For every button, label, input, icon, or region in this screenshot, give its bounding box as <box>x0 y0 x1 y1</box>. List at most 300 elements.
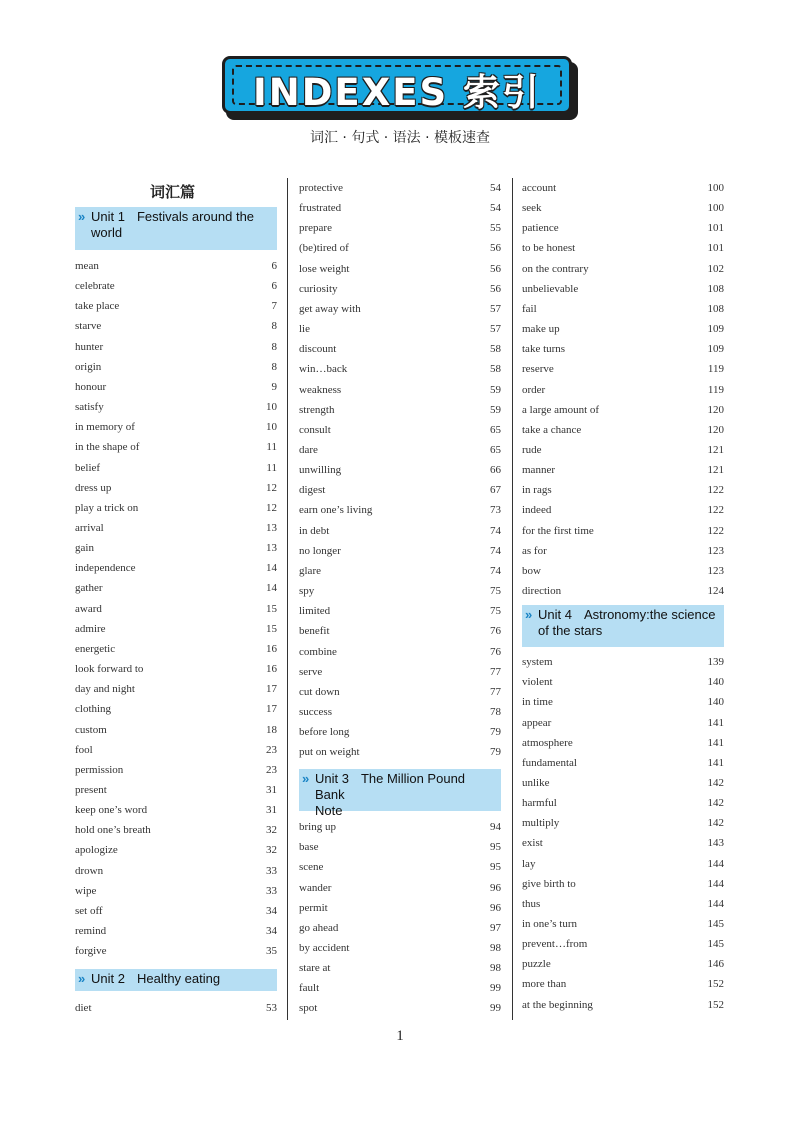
entry-page: 32 <box>266 824 277 837</box>
entry-page: 144 <box>707 897 724 910</box>
entry-page: 121 <box>707 464 724 477</box>
entry-page: 152 <box>707 998 724 1011</box>
entry-page: 16 <box>266 642 277 655</box>
index-entry <box>75 820 277 840</box>
index-entry <box>75 699 277 719</box>
entry-term: account <box>522 182 557 194</box>
index-entry <box>522 914 724 934</box>
entry-term: unbelievable <box>522 282 579 295</box>
entry-page: 144 <box>707 877 724 890</box>
entry-page: 15 <box>266 602 277 615</box>
entry-page: 54 <box>490 182 501 194</box>
entry-term: patience <box>522 222 559 235</box>
entry-page: 56 <box>490 282 501 295</box>
entry-page: 6 <box>271 260 277 272</box>
entry-page: 13 <box>266 542 277 555</box>
entry-page: 75 <box>490 585 501 597</box>
entry-term: stare at <box>299 962 331 974</box>
entry-page: 79 <box>490 726 501 738</box>
index-entry <box>75 840 277 860</box>
entry-term: weakness <box>299 383 342 396</box>
entry-page: 18 <box>266 723 277 736</box>
unit-title-line2: Note <box>315 803 343 818</box>
entry-term: a large amount of <box>522 403 600 416</box>
entry-page: 14 <box>266 582 277 595</box>
entry-page: 152 <box>707 978 724 991</box>
entry-page: 77 <box>490 665 501 678</box>
entry-term: present <box>75 783 107 796</box>
index-entry <box>75 357 277 377</box>
index-entry <box>522 440 724 460</box>
index-entry <box>75 760 277 780</box>
index-entry <box>522 480 724 500</box>
entry-term: look forward to <box>75 663 144 675</box>
index-entry <box>522 954 724 974</box>
index-entry <box>522 299 724 319</box>
entry-term: glare <box>299 564 321 577</box>
index-entry <box>522 733 724 753</box>
entry-page: 11 <box>266 461 277 474</box>
entry-term: seek <box>522 202 542 215</box>
entry-term: frustrated <box>299 202 342 215</box>
index-entry <box>75 256 277 276</box>
entry-page: 96 <box>490 881 501 894</box>
index-entry <box>522 400 724 420</box>
entry-page: 78 <box>490 705 501 718</box>
index-entry <box>75 720 277 740</box>
entry-term: in rags <box>522 484 552 497</box>
index-entry <box>75 639 277 659</box>
index-entry <box>522 793 724 813</box>
entry-page: 95 <box>490 861 501 874</box>
index-entry <box>522 894 724 914</box>
entry-page: 120 <box>707 403 724 416</box>
entry-term: keep one’s word <box>75 804 148 816</box>
entry-term: appear <box>522 716 552 729</box>
entry-term: exist <box>522 837 543 850</box>
entry-page: 98 <box>490 962 501 974</box>
entry-term: take turns <box>522 343 566 356</box>
entry-term: starve <box>75 320 102 333</box>
entry-term: system <box>522 656 553 668</box>
index-entry <box>299 898 501 918</box>
entry-term: puzzle <box>522 958 551 971</box>
index-entry <box>75 599 277 619</box>
entry-page: 6 <box>271 280 277 293</box>
entry-page: 34 <box>266 904 277 917</box>
index-entry <box>522 541 724 561</box>
entry-term: in time <box>522 696 553 709</box>
entry-term: get away with <box>299 302 361 315</box>
entry-term: hunter <box>75 340 104 353</box>
index-entry <box>299 380 501 400</box>
entry-page: 95 <box>490 841 501 854</box>
index-entry <box>75 578 277 598</box>
entry-term: give birth to <box>522 877 576 890</box>
entry-term: curiosity <box>299 282 338 295</box>
entry-page: 17 <box>266 683 277 696</box>
entry-term: no longer <box>299 544 341 557</box>
unit-title-line1: Festivals around the <box>136 209 255 224</box>
index-entry <box>299 817 501 837</box>
index-entry <box>522 833 724 853</box>
index-entry <box>299 938 501 958</box>
entry-term: dress up <box>75 481 112 494</box>
index-entry <box>299 837 501 857</box>
entry-term: in the shape of <box>75 441 140 454</box>
index-entry <box>299 642 501 662</box>
entry-term: in memory of <box>75 421 135 434</box>
entry-page: 57 <box>490 323 501 335</box>
banner-title: INDEXES 索引 <box>252 71 542 114</box>
entry-term: lay <box>522 857 536 870</box>
unit-title-line1: The Million Pound Bank <box>315 771 466 802</box>
entry-term: honour <box>75 380 107 393</box>
entry-term: award <box>75 602 102 615</box>
index-entry <box>75 780 277 800</box>
index-entry <box>522 218 724 238</box>
index-entry <box>75 478 277 498</box>
index-entry <box>299 702 501 722</box>
index-entry <box>522 259 724 279</box>
entry-page: 59 <box>490 383 501 396</box>
entry-page: 66 <box>490 464 501 477</box>
entry-term: protective <box>299 182 343 194</box>
entry-page: 123 <box>707 544 724 557</box>
entry-page: 74 <box>490 544 501 557</box>
column-divider-2 <box>512 178 513 1020</box>
entry-term: energetic <box>75 642 116 655</box>
index-entry <box>299 319 501 339</box>
entry-term: make up <box>522 323 560 335</box>
entry-page: 141 <box>707 736 724 749</box>
entry-page: 77 <box>490 685 501 698</box>
unit-header-1 <box>75 207 277 250</box>
entry-term: mean <box>75 260 99 272</box>
index-entry <box>75 619 277 639</box>
entry-page: 74 <box>490 564 501 577</box>
index-entry <box>522 692 724 712</box>
entry-page: 141 <box>707 716 724 729</box>
index-entry <box>299 541 501 561</box>
entry-page: 96 <box>490 901 501 914</box>
entry-term: success <box>299 705 332 718</box>
index-entry <box>522 974 724 994</box>
entry-term: limited <box>299 605 331 618</box>
entry-term: (be)tired of <box>299 242 349 255</box>
index-entry <box>75 498 277 518</box>
entry-term: prevent…from <box>522 938 588 951</box>
index-entry <box>299 178 501 198</box>
banner-box <box>222 56 572 114</box>
index-entry <box>299 958 501 978</box>
entry-term: play a trick on <box>75 501 139 514</box>
entry-page: 140 <box>707 676 724 689</box>
index-entry <box>299 742 501 762</box>
entry-term: dare <box>299 443 318 456</box>
index-entry <box>299 420 501 440</box>
index-entry <box>522 581 724 601</box>
index-entry <box>299 480 501 500</box>
entry-page: 11 <box>266 441 277 454</box>
entry-page: 17 <box>266 703 277 716</box>
index-entry <box>522 995 724 1015</box>
entry-page: 23 <box>266 743 277 756</box>
entry-page: 124 <box>707 585 724 597</box>
entry-page: 55 <box>490 222 501 235</box>
index-entry <box>299 218 501 238</box>
entry-page: 67 <box>490 484 501 497</box>
entry-page: 23 <box>266 763 277 776</box>
entry-page: 65 <box>490 423 501 436</box>
entry-page: 122 <box>707 484 724 497</box>
unit-header-2 <box>75 969 277 991</box>
entry-term: drown <box>75 864 104 877</box>
entry-page: 57 <box>490 302 501 315</box>
entry-term: set off <box>75 904 103 917</box>
entry-page: 98 <box>490 941 501 954</box>
index-entry <box>522 420 724 440</box>
entry-term: consult <box>299 423 331 436</box>
entry-page: 120 <box>707 423 724 436</box>
index-entry <box>75 800 277 820</box>
unit-number: Unit 1 <box>91 209 125 224</box>
entry-term: on the contrary <box>522 262 589 275</box>
entry-page: 101 <box>707 222 724 235</box>
index-entry <box>75 941 277 961</box>
index-entry <box>75 740 277 760</box>
index-entry <box>299 722 501 742</box>
entry-term: bring up <box>299 821 336 833</box>
entry-page: 31 <box>266 804 277 816</box>
index-entry <box>75 998 277 1018</box>
entry-term: prepare <box>299 222 332 235</box>
index-entry <box>299 460 501 480</box>
index-entry <box>522 672 724 692</box>
entry-term: arrival <box>75 522 104 534</box>
unit-number: Unit 4 <box>538 607 572 622</box>
index-entry <box>299 440 501 460</box>
entry-term: belief <box>75 461 101 474</box>
entry-page: 145 <box>707 918 724 930</box>
entry-page: 58 <box>490 343 501 356</box>
entry-term: more than <box>522 978 567 991</box>
entry-page: 142 <box>707 776 724 789</box>
entry-page: 122 <box>707 524 724 537</box>
entry-page: 8 <box>271 320 277 333</box>
entry-term: before long <box>299 726 350 738</box>
entry-term: cut down <box>299 685 340 698</box>
index-entry <box>299 359 501 379</box>
index-entry <box>522 561 724 581</box>
entry-page: 100 <box>707 182 724 194</box>
entry-page: 108 <box>707 282 724 295</box>
index-entry <box>522 380 724 400</box>
entry-term: violent <box>522 676 553 689</box>
index-entry <box>299 561 501 581</box>
entry-page: 32 <box>266 844 277 857</box>
entry-term: in one’s turn <box>522 918 577 930</box>
entry-term: fundamental <box>522 756 577 769</box>
entry-term: unwilling <box>299 464 342 477</box>
index-entry <box>522 773 724 793</box>
index-entry <box>299 998 501 1018</box>
index-entry <box>75 397 277 417</box>
index-entry <box>299 878 501 898</box>
entry-term: scene <box>299 861 324 874</box>
index-entry <box>75 377 277 397</box>
entry-term: gain <box>75 542 94 555</box>
entry-page: 141 <box>707 756 724 769</box>
index-entry <box>522 198 724 218</box>
entry-term: thus <box>522 897 541 910</box>
index-entry <box>75 558 277 578</box>
entry-term: wander <box>299 881 332 894</box>
entry-term: take a chance <box>522 423 582 436</box>
entry-page: 54 <box>490 202 501 215</box>
index-entry <box>75 417 277 437</box>
index-entry <box>75 538 277 558</box>
entry-page: 100 <box>707 202 724 215</box>
section-heading-vocabulary: 词汇篇 <box>150 183 196 201</box>
entry-page: 13 <box>266 522 277 534</box>
entry-term: rude <box>522 443 542 456</box>
entry-page: 8 <box>271 340 277 353</box>
entry-page: 79 <box>490 746 501 759</box>
page-number: 1 <box>396 1028 404 1044</box>
index-entry <box>299 238 501 258</box>
index-entry <box>522 934 724 954</box>
entry-term: fail <box>522 302 537 315</box>
index-entry <box>75 679 277 699</box>
index-entry <box>522 521 724 541</box>
index-entry <box>75 921 277 941</box>
entry-term: wipe <box>75 884 97 897</box>
index-entry <box>522 813 724 833</box>
entry-page: 146 <box>707 958 724 971</box>
entry-page: 12 <box>266 501 277 514</box>
index-entry <box>299 500 501 520</box>
index-entry <box>299 339 501 359</box>
entry-term: multiply <box>522 817 560 830</box>
entry-page: 8 <box>271 360 277 373</box>
entry-term: gather <box>75 582 103 595</box>
entry-term: hold one’s breath <box>75 824 151 837</box>
entry-term: digest <box>299 484 326 497</box>
index-entry <box>522 854 724 874</box>
entry-term: custom <box>75 723 107 736</box>
index-entry <box>75 861 277 881</box>
entry-page: 75 <box>490 605 501 618</box>
unit-title-line1: Astronomy:the science <box>583 607 716 622</box>
entry-page: 33 <box>266 884 277 897</box>
entry-page: 73 <box>490 504 501 517</box>
entry-term: day and night <box>75 683 135 696</box>
index-entry <box>299 918 501 938</box>
entry-page: 65 <box>490 443 501 456</box>
index-entry <box>522 652 724 672</box>
index-entry <box>299 857 501 877</box>
entry-term: at the beginning <box>522 998 593 1011</box>
chevron-right-icon: » <box>525 607 533 622</box>
entry-term: go ahead <box>299 921 339 934</box>
entry-page: 123 <box>707 564 724 577</box>
entry-page: 10 <box>266 401 277 413</box>
entry-page: 76 <box>490 625 501 638</box>
entry-term: forgive <box>75 945 107 958</box>
entry-page: 101 <box>707 242 724 255</box>
entry-term: for the first time <box>522 524 594 537</box>
index-entry <box>299 978 501 998</box>
entry-term: order <box>522 383 546 396</box>
index-entry <box>299 682 501 702</box>
index-entry <box>299 279 501 299</box>
unit-title-line2: world <box>91 225 123 240</box>
entry-page: 145 <box>707 938 724 951</box>
entry-term: admire <box>75 622 106 635</box>
entry-term: as for <box>522 544 547 557</box>
entry-page: 14 <box>266 562 277 575</box>
entry-page: 121 <box>707 443 724 456</box>
entry-page: 34 <box>266 924 277 937</box>
entry-page: 12 <box>266 481 277 494</box>
entry-page: 33 <box>266 864 277 877</box>
index-entry <box>75 276 277 296</box>
entry-term: spy <box>299 585 315 597</box>
unit-header-3 <box>299 769 501 818</box>
index-entry <box>75 296 277 316</box>
entry-page: 59 <box>490 403 501 416</box>
entry-term: celebrate <box>75 280 115 293</box>
entry-page: 7 <box>271 300 277 313</box>
entry-term: fool <box>75 743 93 756</box>
index-banner <box>222 56 578 120</box>
entry-term: take place <box>75 300 120 313</box>
entry-page: 56 <box>490 262 501 275</box>
entry-term: manner <box>522 464 555 477</box>
entry-page: 140 <box>707 696 724 709</box>
entry-term: unlike <box>522 776 550 789</box>
index-entry <box>522 874 724 894</box>
entry-term: fault <box>299 982 320 995</box>
index-entry <box>75 337 277 357</box>
index-entry <box>522 753 724 773</box>
entry-page: 119 <box>707 383 724 396</box>
entry-page: 9 <box>271 380 277 393</box>
index-entry <box>75 881 277 901</box>
entry-term: lie <box>299 323 310 335</box>
entry-term: strength <box>299 403 335 416</box>
entry-term: origin <box>75 360 102 373</box>
entry-term: harmful <box>522 797 557 809</box>
entry-term: satisfy <box>75 401 104 413</box>
entry-term: reserve <box>522 363 554 376</box>
entry-page: 58 <box>490 363 501 376</box>
entry-page: 15 <box>266 622 277 635</box>
unit-header-4 <box>522 605 724 647</box>
entry-page: 109 <box>707 343 724 356</box>
index-entry <box>522 460 724 480</box>
index-entry <box>299 521 501 541</box>
entry-term: indeed <box>522 504 552 517</box>
index-entry <box>522 359 724 379</box>
entry-page: 74 <box>490 524 501 537</box>
entry-page: 122 <box>707 504 724 517</box>
chevron-right-icon: » <box>78 971 86 986</box>
index-entry <box>75 901 277 921</box>
index-entry <box>299 198 501 218</box>
chevron-right-icon: » <box>302 771 310 786</box>
